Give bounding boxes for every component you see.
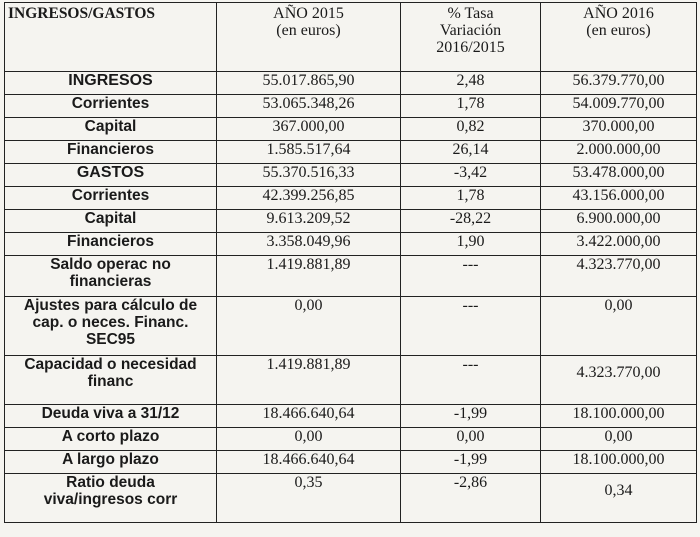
row-label: Corrientes [5, 187, 217, 210]
table-row [5, 405, 697, 428]
row-label: Financieros [5, 233, 217, 256]
value-variation: -1,99 [401, 451, 541, 474]
table-row [5, 428, 697, 451]
value-2015: 1.419.881,89 [217, 356, 401, 405]
row-label: Financieros [5, 141, 217, 164]
header-year-2016: AÑO 2016 (en euros) [541, 3, 697, 72]
value-2015: 3.358.049,96 [217, 233, 401, 256]
row-label: Ajustes para cálculo de cap. o neces. Financ. SEC95 [5, 297, 217, 356]
value-variation: 2,48 [401, 72, 541, 95]
value-2016: 53.478.000,00 [541, 164, 697, 187]
row-label: Ratio deuda viva/ingresos corr [5, 474, 217, 523]
value-2016: 3.422.000,00 [541, 233, 697, 256]
value-2015: 53.065.348,26 [217, 95, 401, 118]
value-variation: 1,78 [401, 95, 541, 118]
value-variation: 0,00 [401, 428, 541, 451]
value-2016: 43.156.000,00 [541, 187, 697, 210]
value-variation: -1,99 [401, 405, 541, 428]
value-variation: -3,42 [401, 164, 541, 187]
value-2016: 56.379.770,00 [541, 72, 697, 95]
value-variation: -28,22 [401, 210, 541, 233]
value-variation: --- [401, 256, 541, 297]
value-2015: 18.466.640,64 [217, 405, 401, 428]
header-row [5, 3, 697, 72]
table-row [5, 95, 697, 118]
value-variation: -2,86 [401, 474, 541, 523]
table-row [5, 210, 697, 233]
table-row [5, 474, 697, 523]
value-2016: 54.009.770,00 [541, 95, 697, 118]
value-2016: 2.000.000,00 [541, 141, 697, 164]
table-row [5, 451, 697, 474]
row-label: A largo plazo [5, 451, 217, 474]
row-label: Capacidad o necesidad financ [5, 356, 217, 405]
row-label: GASTOS [5, 164, 217, 187]
value-2016: 4.323.770,00 [541, 256, 697, 297]
value-2015: 367.000,00 [217, 118, 401, 141]
value-2015: 55.370.516,33 [217, 164, 401, 187]
table-row [5, 72, 697, 95]
value-variation: 1,90 [401, 233, 541, 256]
value-2016: 18.100.000,00 [541, 451, 697, 474]
value-2016: 0,00 [541, 297, 697, 356]
row-label: Saldo operac no financieras [5, 256, 217, 297]
table-row [5, 297, 697, 356]
row-label: Corrientes [5, 95, 217, 118]
value-2015: 0,00 [217, 297, 401, 356]
value-2015: 9.613.209,52 [217, 210, 401, 233]
value-2016: 4.323.770,00 [541, 356, 697, 405]
row-label: A corto plazo [5, 428, 217, 451]
budget-table [4, 2, 697, 523]
value-2015: 42.399.256,85 [217, 187, 401, 210]
value-2015: 1.585.517,64 [217, 141, 401, 164]
table-row [5, 141, 697, 164]
value-2015: 1.419.881,89 [217, 256, 401, 297]
value-variation: --- [401, 297, 541, 356]
value-2015: 0,00 [217, 428, 401, 451]
value-2016: 6.900.000,00 [541, 210, 697, 233]
value-2015: 0,35 [217, 474, 401, 523]
table-row [5, 233, 697, 256]
value-2016: 0,00 [541, 428, 697, 451]
header-variation-rate: % Tasa Variación 2016/2015 [401, 3, 541, 72]
row-label: Capital [5, 118, 217, 141]
value-variation: 0,82 [401, 118, 541, 141]
table-row [5, 164, 697, 187]
value-variation: 26,14 [401, 141, 541, 164]
value-variation: 1,78 [401, 187, 541, 210]
row-label: Capital [5, 210, 217, 233]
header-ingresos-gastos: INGRESOS/GASTOS [5, 3, 217, 72]
table-row [5, 256, 697, 297]
table-row [5, 118, 697, 141]
value-2016: 18.100.000,00 [541, 405, 697, 428]
table-row [5, 356, 697, 405]
row-label: INGRESOS [5, 72, 217, 95]
value-2016: 370.000,00 [541, 118, 697, 141]
table-row [5, 187, 697, 210]
value-2016: 0,34 [541, 474, 697, 523]
value-2015: 18.466.640,64 [217, 451, 401, 474]
header-year-2015: AÑO 2015 (en euros) [217, 3, 401, 72]
row-label: Deuda viva a 31/12 [5, 405, 217, 428]
value-variation: --- [401, 356, 541, 405]
value-2015: 55.017.865,90 [217, 72, 401, 95]
